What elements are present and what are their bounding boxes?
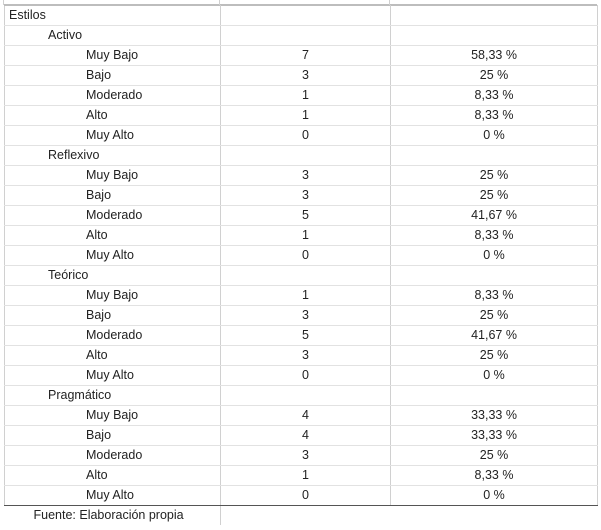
table-row (5, 186, 598, 206)
count-cell[interactable]: 3 (221, 166, 391, 186)
percent-cell[interactable]: 8,33 % (391, 466, 598, 486)
level-label[interactable]: Moderado (5, 206, 221, 226)
table-row-section (5, 6, 598, 26)
empty-cell[interactable] (221, 146, 391, 166)
table-row (5, 326, 598, 346)
percent-cell[interactable]: 8,33 % (391, 86, 598, 106)
percent-cell[interactable]: 25 % (391, 446, 598, 466)
level-label[interactable]: Alto (5, 226, 221, 246)
count-cell[interactable]: 7 (221, 46, 391, 66)
level-label[interactable]: Bajo (5, 66, 221, 86)
table-row (5, 366, 598, 386)
group-label[interactable]: Teórico (5, 266, 221, 286)
table-row-footer (5, 506, 598, 526)
count-cell[interactable]: 5 (221, 326, 391, 346)
empty-cell[interactable] (391, 26, 598, 46)
level-label[interactable]: Muy Alto (5, 366, 221, 386)
percent-cell[interactable]: 33,33 % (391, 426, 598, 446)
empty-cell[interactable] (391, 146, 598, 166)
table-row-group (5, 26, 598, 46)
table-row (5, 126, 598, 146)
table-row (5, 66, 598, 86)
level-label[interactable]: Muy Bajo (5, 46, 221, 66)
table-row (5, 46, 598, 66)
level-label[interactable]: Muy Alto (5, 486, 221, 506)
empty-cell[interactable] (391, 386, 598, 406)
group-label[interactable]: Pragmático (5, 386, 221, 406)
count-cell[interactable]: 1 (221, 86, 391, 106)
level-label[interactable]: Muy Bajo (5, 406, 221, 426)
level-label[interactable]: Muy Bajo (5, 166, 221, 186)
empty-cell[interactable] (221, 506, 391, 526)
level-label[interactable]: Bajo (5, 186, 221, 206)
learning-styles-table (4, 5, 598, 525)
empty-cell[interactable] (221, 266, 391, 286)
table-row (5, 306, 598, 326)
table-row (5, 226, 598, 246)
percent-cell[interactable]: 25 % (391, 186, 598, 206)
section-label[interactable]: Estilos (5, 6, 221, 26)
level-label[interactable]: Moderado (5, 86, 221, 106)
percent-cell[interactable]: 41,67 % (391, 206, 598, 226)
table-row (5, 426, 598, 446)
count-cell[interactable]: 1 (221, 286, 391, 306)
count-cell[interactable]: 1 (221, 466, 391, 486)
percent-cell[interactable]: 33,33 % (391, 406, 598, 426)
count-cell[interactable]: 3 (221, 66, 391, 86)
empty-cell[interactable] (391, 266, 598, 286)
level-label[interactable]: Bajo (5, 426, 221, 446)
percent-cell[interactable]: 25 % (391, 66, 598, 86)
count-cell[interactable]: 3 (221, 306, 391, 326)
group-label[interactable]: Activo (5, 26, 221, 46)
count-cell[interactable]: 0 (221, 486, 391, 506)
table-row (5, 86, 598, 106)
count-cell[interactable]: 3 (221, 446, 391, 466)
level-label[interactable]: Alto (5, 466, 221, 486)
level-label[interactable]: Muy Bajo (5, 286, 221, 306)
table-row-group (5, 266, 598, 286)
percent-cell[interactable]: 0 % (391, 126, 598, 146)
table-row (5, 286, 598, 306)
table-row (5, 346, 598, 366)
level-label[interactable]: Alto (5, 106, 221, 126)
percent-cell[interactable]: 8,33 % (391, 226, 598, 246)
count-cell[interactable]: 4 (221, 406, 391, 426)
group-label[interactable]: Reflexivo (5, 146, 221, 166)
count-cell[interactable]: 5 (221, 206, 391, 226)
table-row-group (5, 146, 598, 166)
source-note[interactable]: Fuente: Elaboración propia (33, 508, 184, 522)
level-label[interactable]: Moderado (5, 326, 221, 346)
empty-cell[interactable] (391, 6, 598, 26)
table-row (5, 206, 598, 226)
count-cell[interactable]: 0 (221, 246, 391, 266)
count-cell[interactable]: 0 (221, 126, 391, 146)
level-label[interactable]: Alto (5, 346, 221, 366)
empty-cell[interactable] (221, 6, 391, 26)
percent-cell[interactable]: 8,33 % (391, 106, 598, 126)
percent-cell[interactable]: 0 % (391, 486, 598, 506)
table-row-group (5, 386, 598, 406)
percent-cell[interactable]: 58,33 % (391, 46, 598, 66)
percent-cell[interactable]: 41,67 % (391, 326, 598, 346)
table-row (5, 166, 598, 186)
count-cell[interactable]: 1 (221, 226, 391, 246)
percent-cell[interactable]: 0 % (391, 246, 598, 266)
level-label[interactable]: Moderado (5, 446, 221, 466)
empty-cell[interactable] (221, 386, 391, 406)
count-cell[interactable]: 1 (221, 106, 391, 126)
level-label[interactable]: Muy Alto (5, 246, 221, 266)
percent-cell[interactable]: 25 % (391, 346, 598, 366)
count-cell[interactable]: 3 (221, 186, 391, 206)
empty-cell[interactable] (391, 506, 598, 526)
level-label[interactable]: Muy Alto (5, 126, 221, 146)
level-label[interactable]: Bajo (5, 306, 221, 326)
count-cell[interactable]: 3 (221, 346, 391, 366)
table-row (5, 246, 598, 266)
table-row (5, 466, 598, 486)
count-cell[interactable]: 0 (221, 366, 391, 386)
percent-cell[interactable]: 25 % (391, 306, 598, 326)
percent-cell[interactable]: 0 % (391, 366, 598, 386)
empty-cell[interactable] (221, 26, 391, 46)
table-row (5, 486, 598, 506)
table-row (5, 446, 598, 466)
percent-cell[interactable]: 8,33 % (391, 286, 598, 306)
table-row (5, 106, 598, 126)
table-row (5, 406, 598, 426)
count-cell[interactable]: 4 (221, 426, 391, 446)
percent-cell[interactable]: 25 % (391, 166, 598, 186)
